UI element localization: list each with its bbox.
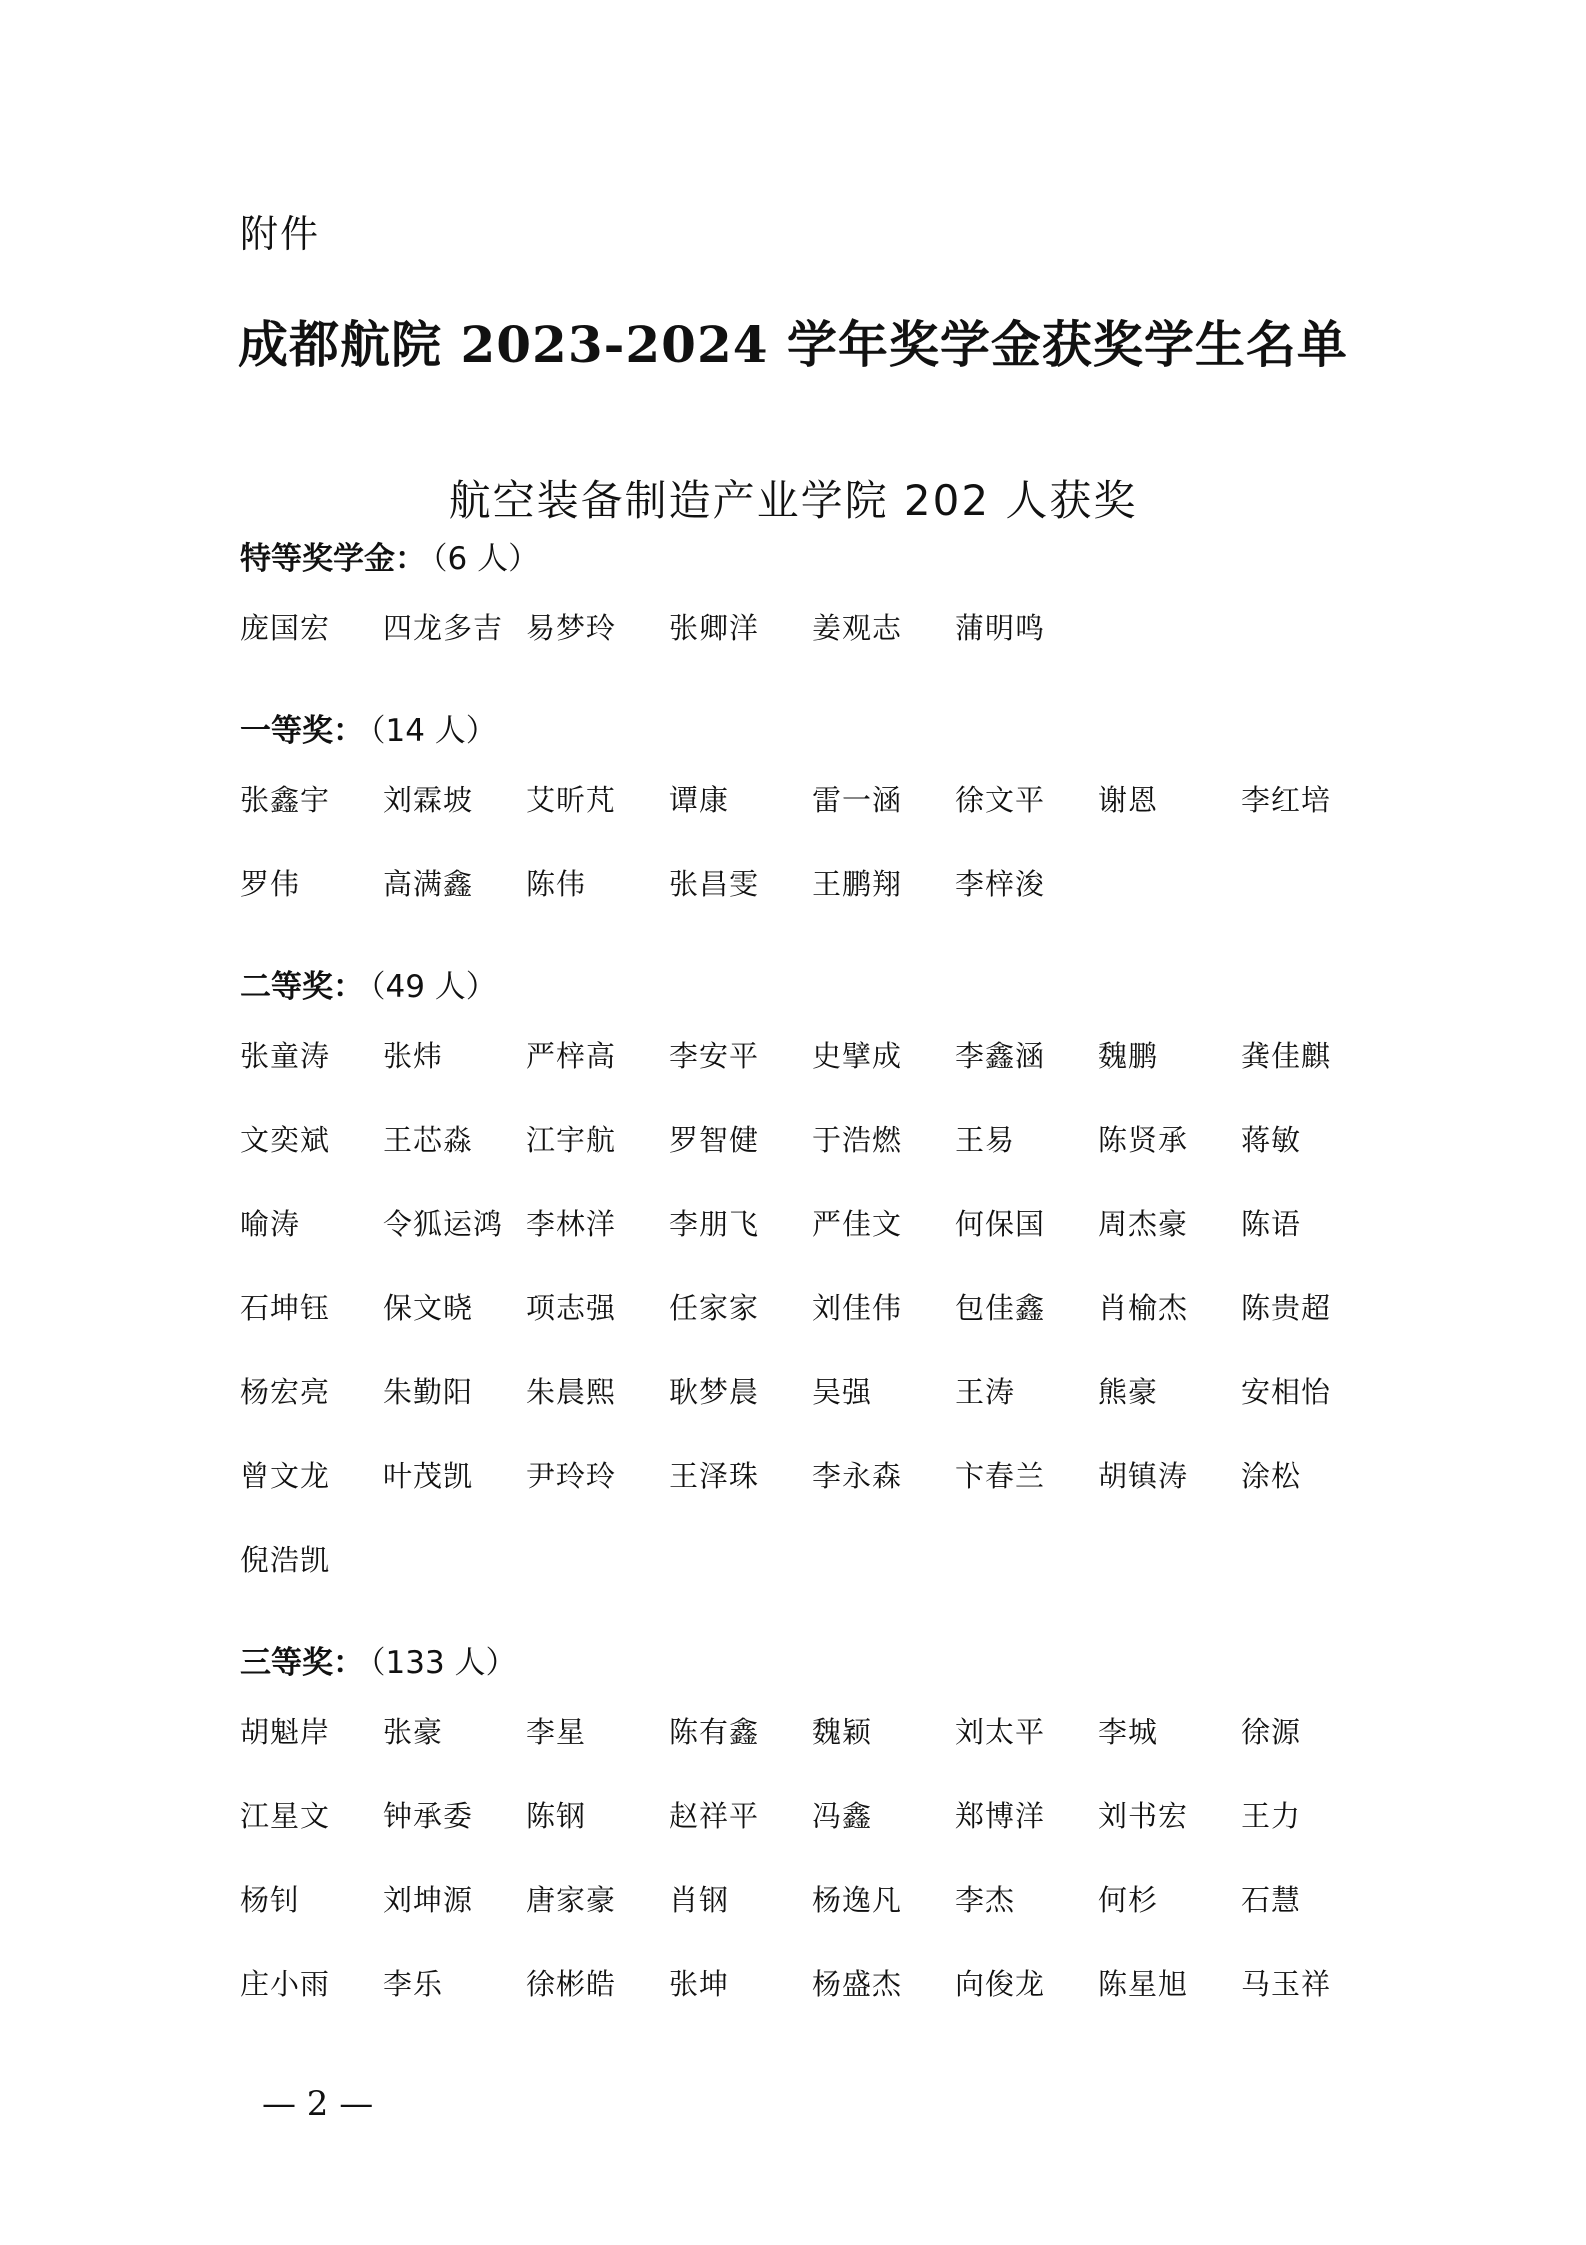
student-name: 王易 xyxy=(955,1123,1016,1157)
section-spacer xyxy=(240,1602,1390,1636)
student-name: 郑博洋 xyxy=(955,1799,1046,1833)
student-name: 张坤 xyxy=(669,1967,730,2001)
student-name: 陈钢 xyxy=(526,1799,587,1833)
student-name: 蒲明鸣 xyxy=(955,611,1046,645)
student-name: 朱勤阳 xyxy=(383,1375,474,1409)
student-name: 张鑫宇 xyxy=(240,783,331,817)
student-name: 保文晓 xyxy=(383,1291,474,1325)
student-name: 何保国 xyxy=(955,1207,1046,1241)
section-label: 二等奖： xyxy=(240,969,364,1005)
student-name: 杨钊 xyxy=(240,1883,301,1917)
student-name: 张昌雯 xyxy=(669,867,760,901)
award-section-special-scholarship xyxy=(240,532,1390,704)
student-name: 高满鑫 xyxy=(383,867,474,901)
student-name: 魏颖 xyxy=(812,1715,873,1749)
student-name: 包佳鑫 xyxy=(955,1291,1046,1325)
name-list xyxy=(240,586,1390,670)
name-list xyxy=(240,758,1390,926)
student-name: 文奕斌 xyxy=(240,1123,331,1157)
student-name: 李乐 xyxy=(383,1967,444,2001)
student-name: 徐文平 xyxy=(955,783,1046,817)
student-name: 李林洋 xyxy=(526,1207,617,1241)
student-name: 艾昕芃 xyxy=(526,783,617,817)
student-name: 喻涛 xyxy=(240,1207,301,1241)
student-name: 周杰豪 xyxy=(1098,1207,1189,1241)
student-name: 肖钢 xyxy=(669,1883,730,1917)
student-name: 任家家 xyxy=(669,1291,760,1325)
student-name: 令狐运鸿 xyxy=(383,1207,504,1241)
section-heading xyxy=(240,1636,1390,1690)
student-name: 朱晨熙 xyxy=(526,1375,617,1409)
student-name: 李城 xyxy=(1098,1715,1159,1749)
section-heading xyxy=(240,960,1390,1014)
student-name: 陈语 xyxy=(1241,1207,1302,1241)
student-name: 石坤钰 xyxy=(240,1291,331,1325)
section-count: （49 人） xyxy=(370,969,497,1005)
section-heading xyxy=(240,704,1390,758)
college-title: 航空装备制造产业学院 202 人获奖 xyxy=(448,476,1138,525)
section-count: （14 人） xyxy=(370,713,497,749)
student-name: 谢恩 xyxy=(1098,783,1159,817)
student-name: 史擘成 xyxy=(812,1039,903,1073)
student-name: 徐彬皓 xyxy=(526,1967,617,2001)
student-name: 赵祥平 xyxy=(669,1799,760,1833)
student-name: 耿梦晨 xyxy=(669,1375,760,1409)
student-name: 张豪 xyxy=(383,1715,444,1749)
attachment-label: 附件 xyxy=(240,212,321,256)
section-heading xyxy=(240,532,1390,586)
student-name: 易梦玲 xyxy=(526,611,617,645)
award-sections xyxy=(240,532,1390,2026)
student-name: 王涛 xyxy=(955,1375,1016,1409)
student-name: 庄小雨 xyxy=(240,1967,331,2001)
student-name: 安相怡 xyxy=(1241,1375,1332,1409)
student-name: 石慧 xyxy=(1241,1883,1302,1917)
student-name: 姜观志 xyxy=(812,611,903,645)
student-name: 四龙多吉 xyxy=(383,611,504,645)
section-count: （6 人） xyxy=(432,541,540,577)
student-name: 庞国宏 xyxy=(240,611,331,645)
student-name: 王泽珠 xyxy=(669,1459,760,1493)
student-name: 肖榆杰 xyxy=(1098,1291,1189,1325)
student-name: 陈伟 xyxy=(526,867,587,901)
student-name: 李鑫涵 xyxy=(955,1039,1046,1073)
student-name: 叶茂凯 xyxy=(383,1459,474,1493)
student-name: 蒋敏 xyxy=(1241,1123,1302,1157)
student-name: 杨盛杰 xyxy=(812,1967,903,2001)
student-name: 曾文龙 xyxy=(240,1459,331,1493)
student-name: 龚佳麒 xyxy=(1241,1039,1332,1073)
student-name: 罗智健 xyxy=(669,1123,760,1157)
student-name: 杨逸凡 xyxy=(812,1883,903,1917)
student-name: 李梓浚 xyxy=(955,867,1046,901)
student-name: 王芯淼 xyxy=(383,1123,474,1157)
student-name: 胡镇涛 xyxy=(1098,1459,1189,1493)
student-name: 卞春兰 xyxy=(955,1459,1046,1493)
student-name: 刘霖坡 xyxy=(383,783,474,817)
student-name: 刘佳伟 xyxy=(812,1291,903,1325)
section-spacer xyxy=(240,926,1390,960)
student-name: 陈星旭 xyxy=(1098,1967,1189,2001)
student-name: 张炜 xyxy=(383,1039,444,1073)
student-name: 杨宏亮 xyxy=(240,1375,331,1409)
student-name: 何杉 xyxy=(1098,1883,1159,1917)
student-name: 江星文 xyxy=(240,1799,331,1833)
student-name: 陈有鑫 xyxy=(669,1715,760,1749)
student-name: 项志强 xyxy=(526,1291,617,1325)
student-name: 涂松 xyxy=(1241,1459,1302,1493)
student-name: 吴强 xyxy=(812,1375,873,1409)
section-label: 一等奖： xyxy=(240,713,364,749)
student-name: 陈贵超 xyxy=(1241,1291,1332,1325)
student-name: 严梓高 xyxy=(526,1039,617,1073)
award-section-second-prize xyxy=(240,960,1390,1636)
student-name: 李杰 xyxy=(955,1883,1016,1917)
student-name: 刘太平 xyxy=(955,1715,1046,1749)
student-name: 向俊龙 xyxy=(955,1967,1046,2001)
student-name: 马玉祥 xyxy=(1241,1967,1332,2001)
student-name: 刘书宏 xyxy=(1098,1799,1189,1833)
student-name: 谭康 xyxy=(669,783,730,817)
student-name: 李星 xyxy=(526,1715,587,1749)
student-name: 尹玲玲 xyxy=(526,1459,617,1493)
student-name: 胡魁岸 xyxy=(240,1715,331,1749)
name-list xyxy=(240,1690,1390,2026)
student-name: 张童涛 xyxy=(240,1039,331,1073)
section-count: （133 人） xyxy=(370,1645,517,1681)
student-name: 雷一涵 xyxy=(812,783,903,817)
award-section-first-prize xyxy=(240,704,1390,960)
student-name: 罗伟 xyxy=(240,867,301,901)
document-title: 成都航院 2023-2024 学年奖学金获奖学生名单 xyxy=(238,315,1348,374)
section-label: 特等奖学金： xyxy=(240,541,426,577)
student-name: 严佳文 xyxy=(812,1207,903,1241)
student-name: 于浩燃 xyxy=(812,1123,903,1157)
student-name: 魏鹏 xyxy=(1098,1039,1159,1073)
student-name: 李朋飞 xyxy=(669,1207,760,1241)
student-name: 李红培 xyxy=(1241,783,1332,817)
section-spacer xyxy=(240,670,1390,704)
student-name: 张卿洋 xyxy=(669,611,760,645)
award-section-third-prize xyxy=(240,1636,1390,2026)
student-name: 刘坤源 xyxy=(383,1883,474,1917)
student-name: 李永森 xyxy=(812,1459,903,1493)
student-name: 王鹏翔 xyxy=(812,867,903,901)
student-name: 熊豪 xyxy=(1098,1375,1159,1409)
student-name: 徐源 xyxy=(1241,1715,1302,1749)
student-name: 陈贤承 xyxy=(1098,1123,1189,1157)
student-name: 唐家豪 xyxy=(526,1883,617,1917)
student-name: 钟承委 xyxy=(383,1799,474,1833)
student-name: 江宇航 xyxy=(526,1123,617,1157)
student-name: 冯鑫 xyxy=(812,1799,873,1833)
student-name: 李安平 xyxy=(669,1039,760,1073)
page-number: — 2 — xyxy=(262,2084,374,2124)
student-name: 王力 xyxy=(1241,1799,1302,1833)
name-list xyxy=(240,1014,1390,1602)
student-name: 倪浩凯 xyxy=(240,1543,331,1577)
section-label: 三等奖： xyxy=(240,1645,364,1681)
